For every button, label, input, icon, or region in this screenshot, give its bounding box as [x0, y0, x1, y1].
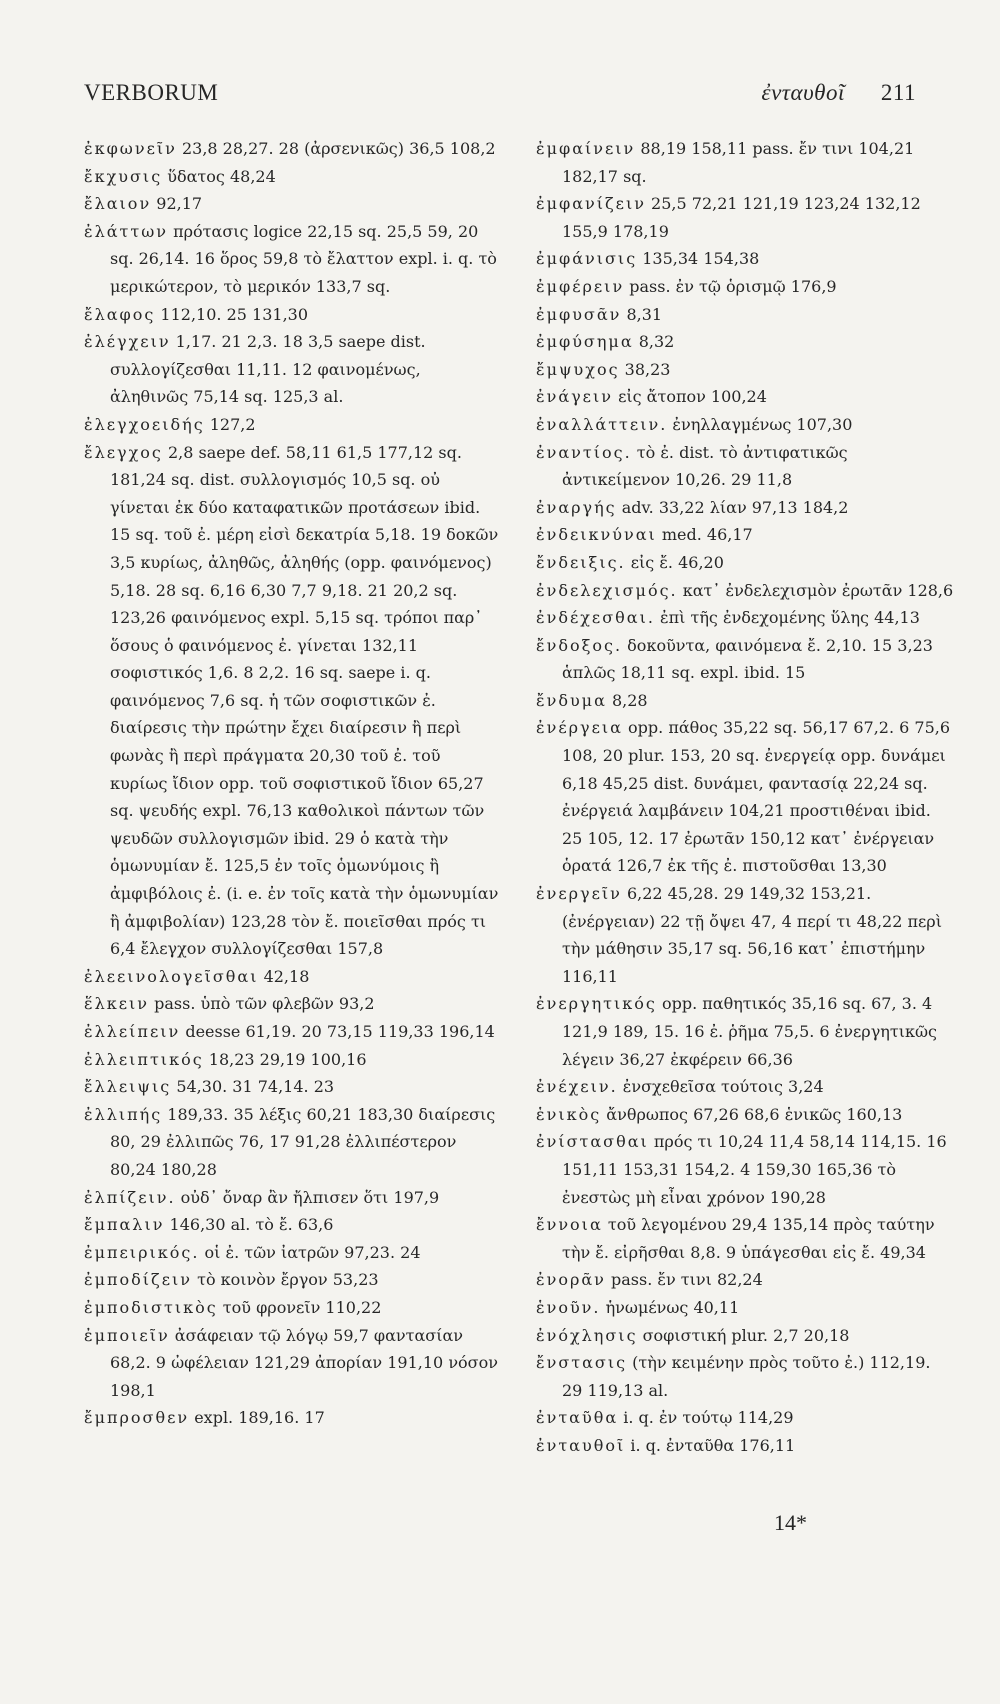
entry-text: 146,30 al. τὸ ἔ. 63,6 — [169, 1215, 334, 1235]
index-entry — [84, 1073, 502, 1101]
index-entry — [84, 135, 502, 163]
entry-text: πρός τι 10,24 11,4 58,14 114,15. 16 151,11 153,31 154,2. 4 159,30 165,36 τὸ ἐνεστὼς μὴ εἶναι χρόνον 190,28 — [562, 1132, 947, 1207]
entry-text: ἐνηλλαγμένως 107,30 — [672, 414, 853, 434]
headword: ἔννοια — [536, 1215, 603, 1235]
entry-text: πρότασις logice 22,15 sq. 25,5 59, 20 sq. 26,14. 16 ὅρος 59,8 τὸ ἔλαττον expl. i. q. τὸ μερικώτερον, τὸ μερικόν 133,7 sq. — [110, 221, 497, 296]
index-entry — [84, 1184, 502, 1212]
index-entry — [536, 632, 954, 687]
entry-text: σοφιστική plur. 2,7 20,18 — [642, 1325, 850, 1345]
index-entry — [536, 1073, 954, 1101]
headword: ἐλεγχοειδής — [84, 414, 205, 434]
headword: ἑνικὸς — [536, 1104, 602, 1124]
index-entry — [84, 1294, 502, 1322]
index-entry — [84, 1239, 502, 1267]
entry-text: 2,8 saepe def. 58,11 61,5 177,12 sq. 181,24 sq. dist. συλλογισμός 10,5 sq. οὐ γίνεται ἐκ δύο καταφατικῶν προτάσεων ibid. 15 sq. τοῦ ἐ. μέρη εἰσὶ δεκατρία 5,18. 19 δοκῶν 3,5 κυρίως, ἀληθῶς, ἀληθής (opp. φαινόμενος) 5,18. 28 sq. 6,16 6,30 7,7 9,18. 21 20,2 sq. 123,26 φαινόμενος expl. 5,15 sq. τρόποι παρ᾽ ὅσους ὁ φαινόμενος ἐ. γίνεται 132,11 σοφιστικός 1,6. 8 2,2. 16 sq. saepe i. q. φαινόμενος 7,6 sq. ἡ τῶν σοφιστικῶν ἐ. διαίρεσις τὴν πρώτην ἔχει διαίρεσιν ἢ περὶ φωνὰς ἢ περὶ πράγματα 20,30 τοῦ ἐ. τοῦ κυρίως ἴδιον opp. τοῦ σοφιστικοῦ ἴδιον 65,27 sq. ψευδής expl. 76,13 καθολικοὶ πάντων τῶν ψευδῶν συλλογισμῶν ibid. 29 ὁ κατὰ τὴν ὁμωνυμίαν ἔ. 125,5 ἐν τοῖς ὁμωνύμοις ἢ ἀμφιβόλοις ἐ. (i. e. ἐν τοῖς κατὰ τὴν ὁμωνυμίαν ἢ ἀμφιβολίαν) 123,28 τὸν ἔ. ποιεῖσθαι πρός τι 6,4 ἔλεγχον συλλογίζεσθαι 157,8 — [110, 442, 499, 959]
entry-text: i. q. ἐν τούτῳ 114,29 — [623, 1408, 794, 1428]
headword: ἐμφυσᾶν — [536, 304, 622, 324]
entry-text: τοῦ λεγομένου 29,4 135,14 πρὸς ταύτην τὴν ἔ. εἰρῆσθαι 8,8. 9 ὑπάγεσθαι εἰς ἔ. 49,34 — [562, 1215, 935, 1262]
index-entry — [536, 245, 954, 273]
index-entry — [536, 1349, 954, 1404]
index-entry — [536, 135, 954, 190]
entry-text: med. 46,17 — [661, 525, 753, 545]
headword: ἐνδεικνύναι — [536, 525, 657, 545]
index-entry — [536, 383, 954, 411]
entry-text: 127,2 — [209, 414, 256, 434]
headword: ἐλάττων — [84, 221, 169, 241]
headword: ἐνδελεχισμός. — [536, 580, 678, 600]
entry-text: ἄνθρωπος 67,26 68,6 ἑνικῶς 160,13 — [606, 1104, 903, 1124]
entry-text: 23,8 28,27. 28 (ἀρσενικῶς) 36,5 108,2 — [181, 139, 496, 158]
entry-text: εἰς ἄτοπον 100,24 — [618, 387, 767, 407]
headword: ἔλεγχος — [84, 442, 163, 462]
index-entry — [84, 190, 502, 218]
entry-text: ὕδατος 48,24 — [167, 166, 276, 186]
entry-text: 42,18 — [263, 966, 310, 986]
entry-text: τὸ ἐ. dist. τὸ ἀντιφατικῶς ἀντικείμενον 10,26. 29 11,8 — [562, 442, 848, 490]
headword: ἔκχυσις — [84, 166, 163, 186]
entry-text: deesse 61,19. 20 73,15 119,33 196,14 — [185, 1022, 495, 1041]
entry-text: expl. 189,16. 17 — [194, 1408, 325, 1428]
headword: ἐμποιεῖν — [84, 1325, 170, 1345]
headword: ἐμπειρικός. — [84, 1242, 200, 1262]
headword: ἔλαφος — [84, 304, 156, 324]
headword: ἐναντίος. — [536, 442, 632, 462]
index-entry — [536, 411, 954, 439]
index-entry — [536, 1128, 954, 1211]
entry-text: κατ᾽ ἐνδελεχισμὸν ἐρωτᾶν 128,6 — [682, 580, 954, 600]
index-entry — [536, 1294, 954, 1322]
entry-text: 1,17. 21 2,3. 18 3,5 saepe dist. συλλογίζεσθαι 11,11. 12 φαινομένως, ἀληθινῶς 75,14 sq. 125,3 al. — [110, 332, 426, 407]
right-column — [536, 135, 954, 1460]
headword: ἔνδοξος. — [536, 635, 623, 655]
index-entry — [84, 1046, 502, 1074]
headword: ἐμφαίνειν — [536, 139, 636, 158]
headword: ἐνέργεια — [536, 718, 623, 738]
entry-text: 112,10. 25 131,30 — [160, 304, 309, 324]
entry-text: 92,17 — [156, 194, 203, 214]
headword: ἔμπροσθεν — [84, 1408, 190, 1428]
headword: ἐμφύσημα — [536, 332, 634, 352]
index-entry — [536, 880, 954, 990]
index-entry — [84, 1101, 502, 1184]
entry-text: 54,30. 31 74,14. 23 — [176, 1077, 335, 1097]
index-entry — [536, 190, 954, 245]
entry-text: 135,34 154,38 — [642, 249, 760, 269]
headword: ἐμφάνισις — [536, 249, 638, 269]
headword: ἐνδέχεσθαι. — [536, 608, 655, 628]
headword: ἐκφωνεῖν — [84, 139, 177, 158]
headword: ἐνορᾶν — [536, 1270, 606, 1290]
headword: ἐμποδίζειν — [84, 1270, 192, 1290]
headword: ἔνδυμα — [536, 690, 607, 710]
index-entry — [84, 963, 502, 991]
headword: ἐλπίζειν. — [84, 1187, 176, 1207]
index-entry — [84, 990, 502, 1018]
index-entry — [536, 577, 954, 605]
running-title: VERBORUM — [84, 80, 219, 105]
entry-text: (τὴν κειμένην πρὸς τοῦτο ἐ.) 112,19. 29 119,13 al. — [562, 1353, 931, 1400]
headword: ἐλέγχειν — [84, 332, 171, 352]
header-right — [762, 80, 916, 106]
entry-text: pass. ὑπὸ τῶν φλεβῶν 93,2 — [154, 994, 375, 1014]
headword: ἐνταῦθα — [536, 1408, 619, 1428]
index-entry — [536, 301, 954, 329]
headword: ἐναργής — [536, 497, 617, 517]
entry-text: 189,33. 35 λέξις 60,21 183,30 διαίρεσις 80, 29 ἐλλιπῶς 76, 17 91,28 ἐλλιπέστερον 80,24 180,28 — [110, 1104, 496, 1179]
headword: ἔλλειψις — [84, 1077, 172, 1097]
entry-text: ἡνωμένως 40,11 — [605, 1297, 740, 1317]
headword: ἐμφέρειν — [536, 276, 625, 296]
headword: ἐνεργεῖν — [536, 884, 622, 904]
entry-text: οὐδ᾽ ὄναρ ἂν ἤλπισεν ὅτι 197,9 — [180, 1187, 440, 1207]
entry-text: 8,28 — [611, 690, 648, 710]
index-entry — [536, 1211, 954, 1266]
headword: ἔμπαλιν — [84, 1215, 165, 1235]
headword: ἐνίστασθαι — [536, 1132, 649, 1152]
entry-text: opp. παθητικός 35,16 sq. 67, 3. 4 121,9 189, 15. 16 ἐ. ῥῆμα 75,5. 6 ἐνεργητικῶς λέγειν 36,27 ἐκφέρειν 66,36 — [562, 994, 937, 1069]
entry-text: pass. ἐν τῷ ὁρισμῷ 176,9 — [629, 276, 837, 296]
index-entry — [536, 1101, 954, 1129]
headword: ἑνοῦν. — [536, 1297, 601, 1317]
index-entry — [84, 1266, 502, 1294]
entry-text: 8,31 — [626, 304, 663, 324]
entry-text: τοῦ φρονεῖν 110,22 — [222, 1297, 382, 1317]
index-entry — [84, 163, 502, 191]
entry-text: i. q. ἐνταῦθα 176,11 — [630, 1435, 796, 1455]
entry-text: opp. πάθος 35,22 sq. 56,17 67,2. 6 75,6 108, 20 plur. 153, 20 sq. ἐνεργείᾳ opp. δυνάμει 6,18 45,25 dist. δυνάμει, φαντασίᾳ 22,24 sq. ἐνέργειά λαμβάνειν 104,21 προστιθέναι ibid. 25 105, 12. 17 ἐρωτᾶν 150,12 κατ᾽ ἐνέργειαν ὁρατά 126,7 ἐκ τῆς ἐ. πιστοῦσθαι 13,30 — [562, 718, 951, 876]
headword: ἔνδειξις. — [536, 552, 626, 572]
page-number: 211 — [880, 80, 916, 105]
index-entry — [84, 301, 502, 329]
index-entry — [536, 1404, 954, 1432]
entry-text: 6,22 45,28. 29 149,32 153,21. (ἐνέργειαν) 22 τῇ ὄψει 47, 4 περί τι 48,22 περὶ τὴν μάθησιν 35,17 sq. 56,16 κατ᾽ ἐπιστήμην 116,11 — [562, 884, 942, 986]
headword: ἐμποδιστικὸς — [84, 1297, 218, 1317]
headword: ἐνόχλησις — [536, 1325, 638, 1345]
headword: ἕλκειν — [84, 994, 150, 1014]
index-entry — [84, 1018, 502, 1046]
index-entry — [84, 411, 502, 439]
index-entry — [536, 328, 954, 356]
entry-text: ἀσάφειαν τῷ λόγῳ 59,7 φαντασίαν 68,2. 9 ὠφέλειαν 121,29 ἀπορίαν 191,10 νόσον 198,1 — [110, 1325, 498, 1400]
headword: ἐναλλάττειν. — [536, 414, 668, 434]
entry-text: ἐπὶ τῆς ἐνδεχομένης ὕλης 44,13 — [660, 608, 920, 628]
headword: ἐνάγειν — [536, 387, 613, 407]
entry-text: 18,23 29,19 100,16 — [208, 1049, 367, 1069]
index-entry — [84, 1322, 502, 1405]
headword: ἐνεργητικός — [536, 994, 657, 1014]
headword: ἔμψυχος — [536, 359, 620, 379]
entry-text: δοκοῦντα, φαινόμενα ἔ. 2,10. 15 3,23 ἁπλῶς 18,11 sq. expl. ibid. 15 — [562, 635, 933, 683]
headword: ἔνστασις — [536, 1353, 628, 1373]
headword: ἐλλείπειν — [84, 1022, 181, 1041]
index-entry — [84, 439, 502, 963]
entry-text: τὸ κοινὸν ἔργον 53,23 — [197, 1270, 379, 1290]
index-entry — [84, 1211, 502, 1239]
index-entry — [536, 521, 954, 549]
index-entry — [536, 273, 954, 301]
entry-text: pass. ἔν τινι 82,24 — [610, 1270, 763, 1290]
entry-text: 38,23 — [624, 359, 671, 379]
headword: ἐμφανίζειν — [536, 194, 646, 214]
index-entry — [84, 328, 502, 411]
entry-text: 88,19 158,11 pass. ἔν τινι 104,21 182,17 sq. — [562, 139, 915, 186]
headword: ἐνταυθοῖ — [536, 1435, 626, 1455]
index-entry — [536, 714, 954, 880]
index-entry — [536, 1322, 954, 1350]
headword: ἐλλιπής — [84, 1104, 163, 1124]
headword: ἐλεεινολογεῖσθαι — [84, 966, 259, 986]
index-entry — [536, 604, 954, 632]
index-entry — [536, 1432, 954, 1460]
entry-text: adv. 33,22 λίαν 97,13 184,2 — [621, 497, 849, 517]
headword: ἐνέχειν. — [536, 1077, 618, 1097]
index-entry — [536, 356, 954, 384]
index-entry — [536, 439, 954, 494]
index-entry — [536, 687, 954, 715]
signature-mark: 14* — [774, 1510, 807, 1535]
index-entry — [536, 990, 954, 1073]
entry-text: εἰς ἔ. 46,20 — [630, 552, 724, 572]
entry-text: 8,32 — [638, 332, 675, 352]
catchword: ἐνταυθοῖ — [761, 80, 845, 105]
headword: ἔλαιον — [84, 194, 152, 214]
left-column — [84, 135, 502, 1432]
entry-text: οἱ ἐ. τῶν ἰατρῶν 97,23. 24 — [204, 1242, 421, 1262]
index-entry — [84, 1404, 502, 1432]
entry-text: 25,5 72,21 121,19 123,24 132,12 155,9 178,19 — [562, 194, 921, 241]
index-entry — [536, 549, 954, 577]
index-entry — [84, 218, 502, 301]
headword: ἐλλειπτικός — [84, 1049, 204, 1069]
entry-text: ἐνσχεθεῖσα τούτοις 3,24 — [622, 1077, 824, 1097]
index-entry — [536, 494, 954, 522]
page-header — [84, 80, 916, 114]
index-entry — [536, 1266, 954, 1294]
